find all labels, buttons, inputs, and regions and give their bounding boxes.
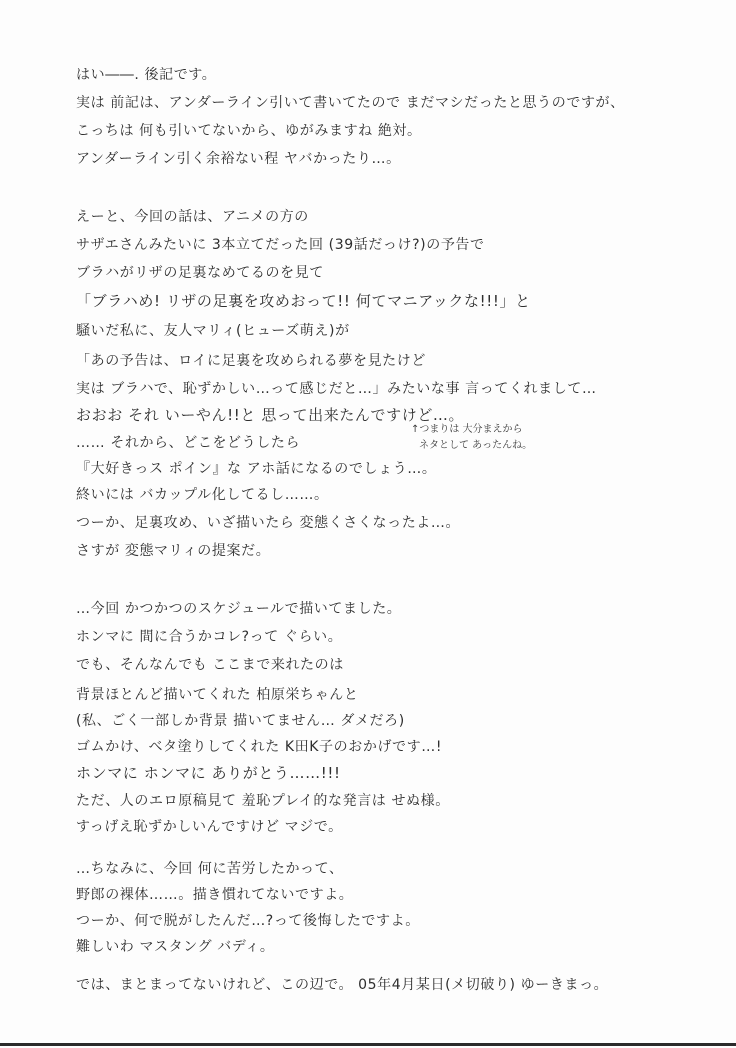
handwritten-line: すっげえ恥ずかしいんですけど マジで。 (76, 819, 343, 835)
page-bottom-edge (0, 1043, 736, 1046)
handwritten-line: 難しいわ マスタング バディ。 (76, 939, 275, 955)
handwritten-line: つーか、足裏攻め、いざ描いたら 変態くさくなったよ…。 (76, 515, 461, 531)
handwritten-line: ホンマに 間に合うかコレ?って ぐらい。 (76, 629, 343, 645)
handwritten-line: (私、ごく一部しか背景 描いてません… ダメだろ) (76, 713, 405, 729)
handwritten-line: こっちは 何も引いてないから、ゆがみますね 絶対。 (76, 123, 422, 139)
handwritten-line: ホンマに ホンマに ありがとう……!!! (76, 764, 341, 782)
handwritten-line: サザエさんみたいに 3本立てだった回 (39話だっけ?)の予告で (76, 237, 485, 253)
handwritten-line: アンダーライン引く余裕ない程 ヤバかったり…。 (76, 151, 401, 167)
handwritten-line: さすが 変態マリィの提案だ。 (76, 543, 271, 559)
handwritten-line: 「ブラハめ! リザの足裏を攻めおって!! 何てマニアックな!!!」と (76, 292, 531, 310)
handwritten-line: つーか、何で脱がしたんだ…?って後悔したですよ。 (76, 913, 420, 929)
side-note (411, 422, 532, 454)
handwritten-line: はい――. 後記です。 (76, 67, 217, 83)
handwritten-line: 実は ブラハで、恥ずかしい…って感じだと…」みたいな事 言ってくれまして… (76, 381, 597, 397)
handwritten-line: ブラハがリザの足裏なめてるのを見て (76, 265, 324, 281)
handwritten-line: おおお それ いーやん!!と 思って出来たんですけど…。 (76, 406, 465, 424)
handwritten-line: でも、そんなんでも ここまで来れたのは (76, 657, 344, 673)
handwritten-line: 「あの予告は、ロイに足裏を攻められる夢を見たけど (76, 353, 426, 369)
handwritten-line: ただ、人のエロ原稿見て 羞恥プレイ的な発言は せぬ様。 (76, 793, 450, 809)
handwritten-line: 背景ほとんど描いてくれた 柏原栄ちゃんと (76, 687, 359, 703)
handwritten-line: 『大好きっス ポイン』な アホ話になるのでしょう…。 (76, 461, 437, 477)
handwritten-line: …… それから、どこをどうしたら (76, 435, 301, 451)
handwritten-line: 終いには バカップル化してるし……。 (76, 487, 329, 503)
handwritten-line: 実は 前記は、アンダーライン引いて書いてたので まだマシだったと思うのですが、 (76, 95, 625, 111)
handwritten-line: …ちなみに、今回 何に苦労したかって、 (76, 861, 344, 877)
handwritten-line: 騒いだ私に、友人マリィ(ヒューズ萌え)が (76, 323, 350, 339)
handwritten-line: 野郎の裸体……。描き慣れてないですよ。 (76, 887, 354, 903)
handwritten-line: では、まとまってないけれど、この辺で。 05年4月某日(メ切破り) ゆーきまっ。 (76, 977, 609, 993)
handwritten-line: …今回 かつかつのスケジュールで描いてました。 (76, 601, 402, 617)
side-note-line: ネタとして あったんね。 (419, 440, 533, 451)
handwritten-line: ゴムかけ、ベタ塗りしてくれた K田K子のおかげです…! (76, 739, 443, 755)
side-note-line: ↑つまりは 大分まえから (411, 424, 523, 435)
handwritten-line: えーと、今回の話は、アニメの方の (76, 209, 309, 225)
